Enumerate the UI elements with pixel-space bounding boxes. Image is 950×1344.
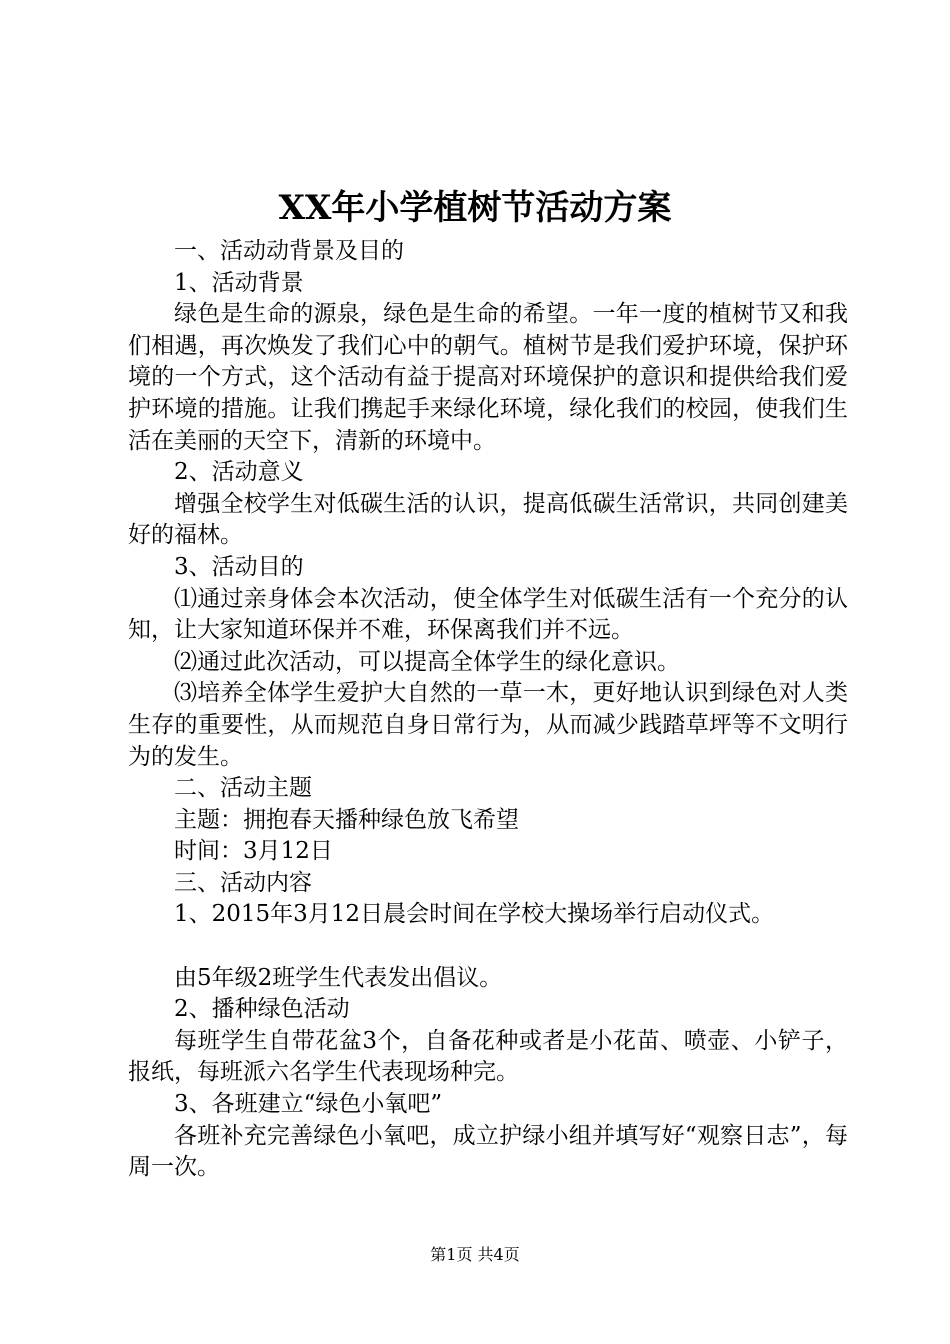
subsection-heading: 2、活动意义	[174, 459, 304, 486]
body-paragraph: 增强全校学生对低碳生活的认识，提高低碳生活常识，共同创建美好的福林。	[128, 490, 848, 549]
section-heading: 二、活动主题	[174, 775, 312, 802]
paragraph-gap	[128, 931, 848, 963]
document-body	[128, 236, 848, 1184]
body-paragraph: 各班补充完善绿色小氧吧，成立护绿小组并填写好“观察日志”，每周一次。	[128, 1122, 848, 1181]
section-heading: 一、活动动背景及目的	[174, 238, 404, 264]
list-item: ⑶培养全体学生爱护大自然的一草一木，更好地认识到绿色对人类生存的重要性，从而规范自身日常行为，从而减少践踏草坪等不文明行为的发生。	[128, 680, 848, 770]
body-paragraph: 每班学生自带花盆3个，自备花种或者是小花苗、喷壶、小铲子，报纸，每班派六名学生代表现场种完。	[128, 1027, 848, 1086]
subsection-heading: 1、活动背景	[174, 269, 304, 296]
body-paragraph: 主题：拥抱春天播种绿色放飞希望	[174, 806, 519, 833]
list-item: ⑴通过亲身体会本次活动，使全体学生对低碳生活有一个充分的认知，让大家知道环保并不难，环保离我们并不远。	[128, 585, 848, 644]
body-paragraph: 时间：3月12日	[174, 838, 333, 865]
body-paragraph: 绿色是生命的源泉，绿色是生命的希望。一年一度的植树节又和我们相遇，再次焕发了我们心中的朝气。植树节是我们爱护环境，保护环境的一个方式，这个活动有益于提高对环境保护的意识和提供给我们爱护环境的措施。让我们携起手来绿化环境，绿化我们的校园，使我们生活在美丽的天空下，清新的环境中。	[128, 301, 848, 454]
list-item: ⑵通过此次活动，可以提高全体学生的绿化意识。	[174, 648, 680, 675]
body-paragraph: 由5年级2班学生代表发出倡议。	[174, 964, 503, 991]
page-footer: 第1页 共4页	[430, 1245, 520, 1264]
subsection-heading: 3、活动目的	[174, 553, 304, 580]
document-title: XX年小学植树节活动方案	[278, 188, 672, 228]
section-heading: 三、活动内容	[174, 869, 312, 896]
body-paragraph: 1、2015年3月12日晨会时间在学校大操场举行启动仪式。	[174, 901, 775, 928]
subsection-heading: 3、各班建立“绿色小氧吧”	[174, 1091, 443, 1118]
subsection-heading: 2、播种绿色活动	[174, 996, 350, 1023]
